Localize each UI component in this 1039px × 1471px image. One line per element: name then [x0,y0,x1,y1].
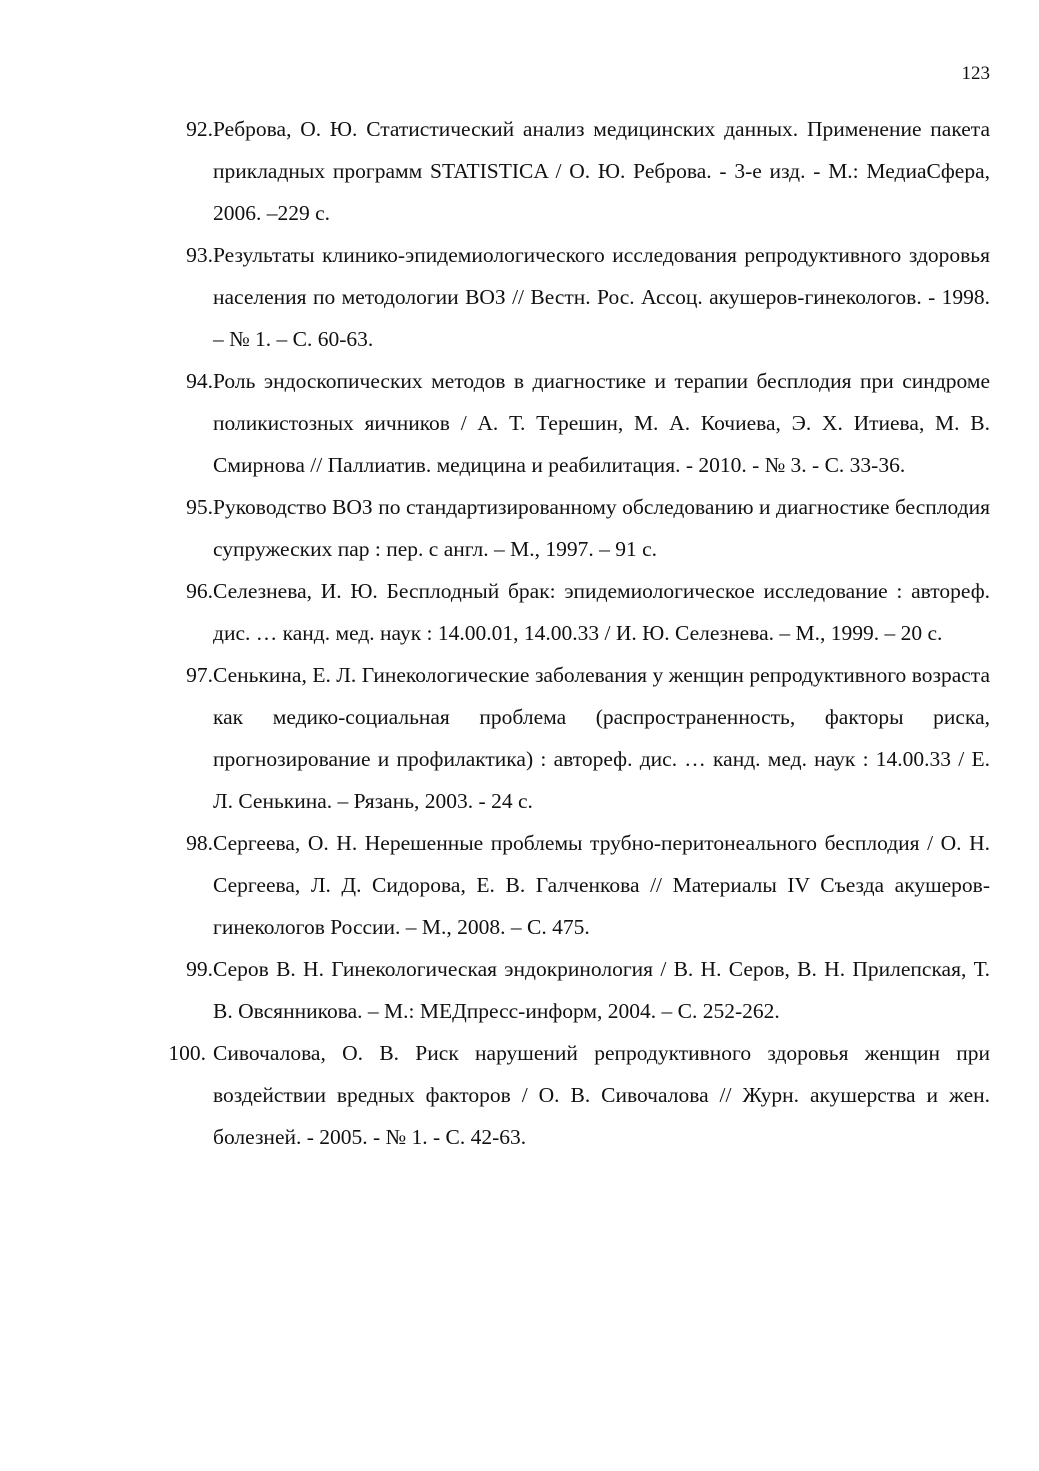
reference-text: Сергеева, О. Н. Нерешенные проблемы трубно-перитонеального бесплодия / О. Н. Сергеева, Л. Д. Сидорова, Е. В. Галченкова // Материалы IV Съезда акушеров-гинекологов России. – М., 2008. – С. 475. [213,831,990,939]
reference-number: 95. [186,495,213,519]
reference-text: Селезнева, И. Ю. Бесплодный брак: эпидемиологическое исследование : автореф. дис. … канд. мед. наук : 14.00.01, 14.00.33 / И. Ю. Селезнева. – М., 1999. – 20 с. [213,579,990,645]
reference-number: 98. [186,831,213,855]
reference-item-92 [130,108,990,234]
reference-number: 99. [186,957,213,981]
reference-list [130,108,990,1158]
reference-item-95 [130,486,990,570]
reference-text: Руководство ВОЗ по стандартизированному обследованию и диагностике бесплодия супружеских пар : пер. с англ. – М., 1997. – 91 с. [213,495,990,561]
reference-text: Сенькина, Е. Л. Гинекологические заболевания у женщин репродуктивного возраста как медико-социальная проблема (распространенность, факторы риска, прогнозирование и профилактика) : автореф. дис. … канд. мед. наук : 14.00.33 / Е. Л. Сенькина. – Рязань, 2003. - 24 с. [213,663,990,813]
reference-item-94 [130,360,990,486]
reference-number: 97. [186,663,213,687]
reference-item-99 [130,948,990,1032]
reference-text: Серов В. Н. Гинекологическая эндокринология / В. Н. Серов, В. Н. Прилепская, Т. В. Овсянникова. – М.: МЕДпресс-информ, 2004. – С. 252-262. [213,957,990,1023]
reference-item-93 [130,234,990,360]
reference-item-97 [130,654,990,822]
reference-item-96 [130,570,990,654]
reference-item-100 [130,1032,990,1158]
reference-number: 96. [186,579,213,603]
reference-number: 94. [186,369,213,393]
reference-text: Реброва, О. Ю. Статистический анализ медицинских данных. Применение пакета прикладных программ STATISTICA / О. Ю. Реброва. - 3-е изд. - М.: МедиаСфера, 2006. –229 с. [213,117,990,225]
reference-item-98 [130,822,990,948]
reference-number: 92. [186,117,213,141]
reference-text: Результаты клинико-эпидемиологического исследования репродуктивного здоровья населения по методологии ВОЗ // Вестн. Рос. Ассоц. акушеров-гинекологов. - 1998. – № 1. – С. 60-63. [213,243,990,351]
reference-text: Роль эндоскопических методов в диагностике и терапии бесплодия при синдроме поликистозных яичников / А. Т. Терешин, М. А. Кочиева, Э. Х. Итиева, М. В. Смирнова // Паллиатив. медицина и реабилитация. - 2010. - № 3. - С. 33-36. [213,369,990,477]
reference-number: 100. [168,1041,206,1065]
reference-number: 93. [186,243,213,267]
reference-text: Сивочалова, О. В. Риск нарушений репродуктивного здоровья женщин при воздействии вредных факторов / О. В. Сивочалова // Журн. акушерства и жен. болезней. - 2005. - № 1. - С. 42-63. [213,1041,990,1149]
page-number: 123 [961,63,990,84]
